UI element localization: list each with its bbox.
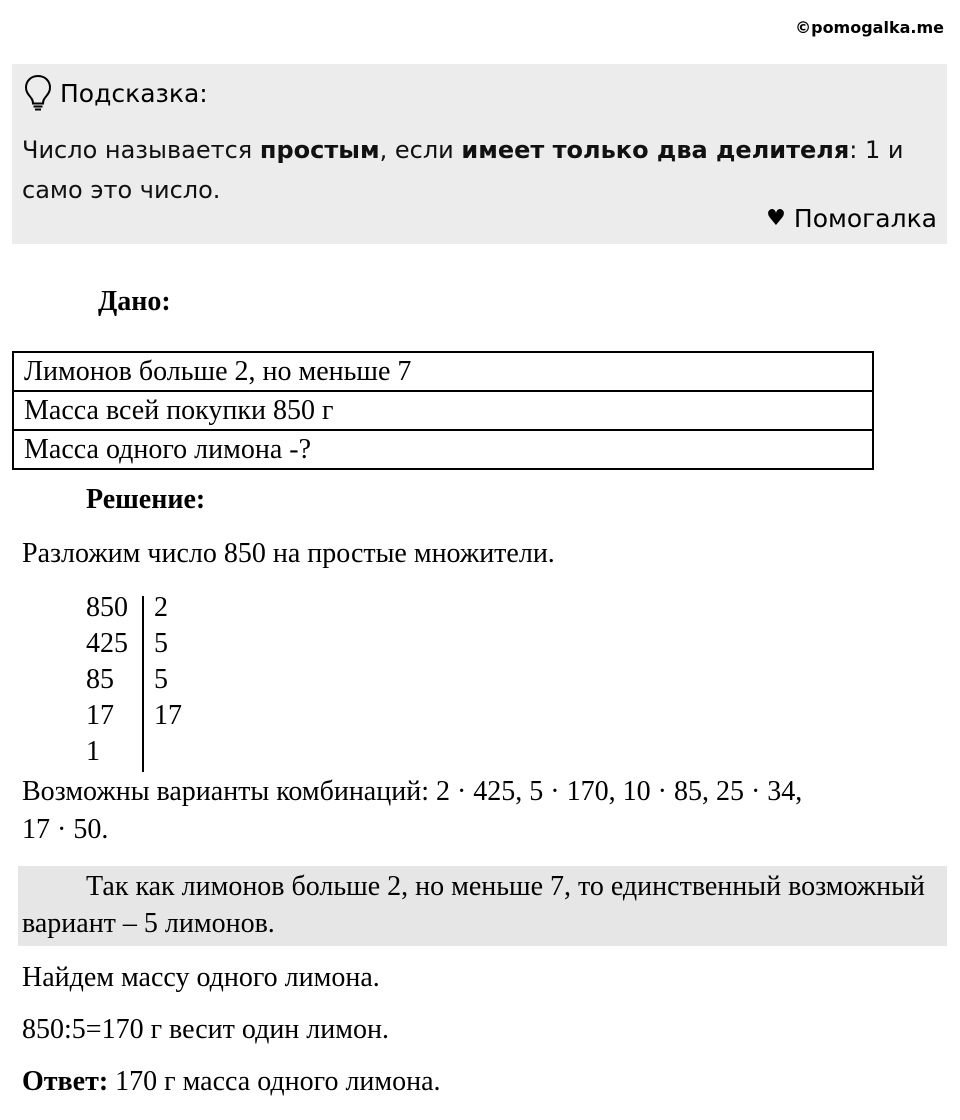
combinations-line-cont: 17 · 50. xyxy=(22,814,109,845)
factor-dividend: 17 xyxy=(86,700,114,731)
factor-divisor: 17 xyxy=(154,700,182,731)
hint-text xyxy=(22,130,922,210)
given-table xyxy=(12,351,874,470)
answer xyxy=(22,1066,441,1098)
watermark: ©pomogalka.me xyxy=(795,18,944,37)
signature-text: Помогалка xyxy=(793,204,937,233)
factor-row xyxy=(86,698,182,734)
hint-box xyxy=(12,64,947,244)
table-cell: Масса всей покупки 850 г xyxy=(13,391,873,430)
table-cell: Масса одного лимона -? xyxy=(13,430,873,469)
table-cell: Лимонов больше 2, но меньше 7 xyxy=(13,352,873,391)
hint-text-part: , если xyxy=(379,136,462,164)
step-text: Найдем массу одного лимона. xyxy=(22,962,380,993)
factorization-column xyxy=(86,590,182,770)
given-label: Дано: xyxy=(98,286,171,317)
combinations-line: Возможны варианты комбинаций: 2 · 425, 5 · 170, 10 · 85, 25 · 34, xyxy=(22,776,803,807)
hint-header xyxy=(24,74,208,112)
factor-row xyxy=(86,734,182,770)
highlighted-conclusion xyxy=(18,866,947,946)
table-row xyxy=(13,430,873,469)
answer-label: Ответ: xyxy=(22,1066,109,1097)
hint-term-prime: простым xyxy=(259,136,380,164)
lightbulb-icon xyxy=(24,74,52,112)
hint-term-divisors: имеет только два делителя xyxy=(461,136,850,164)
table-row xyxy=(13,352,873,391)
factor-divisor xyxy=(144,734,154,770)
factor-dividend: 85 xyxy=(86,664,114,695)
heart-icon: ♥ xyxy=(766,206,786,231)
hint-text-part: : 1 и само это число. xyxy=(22,136,904,204)
factor-dividend: 1 xyxy=(86,736,100,767)
factor-divisor: 5 xyxy=(154,628,168,659)
factorization-divider xyxy=(142,596,144,772)
factor-row xyxy=(86,590,182,626)
step-calculation: 850:5=170 г весит один лимон. xyxy=(22,1014,389,1045)
factor-dividend: 850 xyxy=(86,592,128,623)
table-row xyxy=(13,391,873,430)
factor-row xyxy=(86,662,182,698)
conclusion-text: Так как лимонов больше 2, но меньше 7, то единственный возможный вариант – 5 лимонов. xyxy=(22,871,925,939)
factor-divisor: 5 xyxy=(154,664,168,695)
factor-dividend: 425 xyxy=(86,628,128,659)
factor-row xyxy=(86,626,182,662)
solution-intro: Разложим число 850 на простые множители. xyxy=(22,538,555,569)
solution-label: Решение: xyxy=(86,484,206,515)
factor-divisor: 2 xyxy=(154,592,168,623)
answer-text: 170 г масса одного лимона. xyxy=(108,1066,441,1097)
hint-text-part: Число называется xyxy=(22,136,260,164)
hint-signature xyxy=(766,204,937,233)
hint-title: Подсказка: xyxy=(60,78,208,108)
